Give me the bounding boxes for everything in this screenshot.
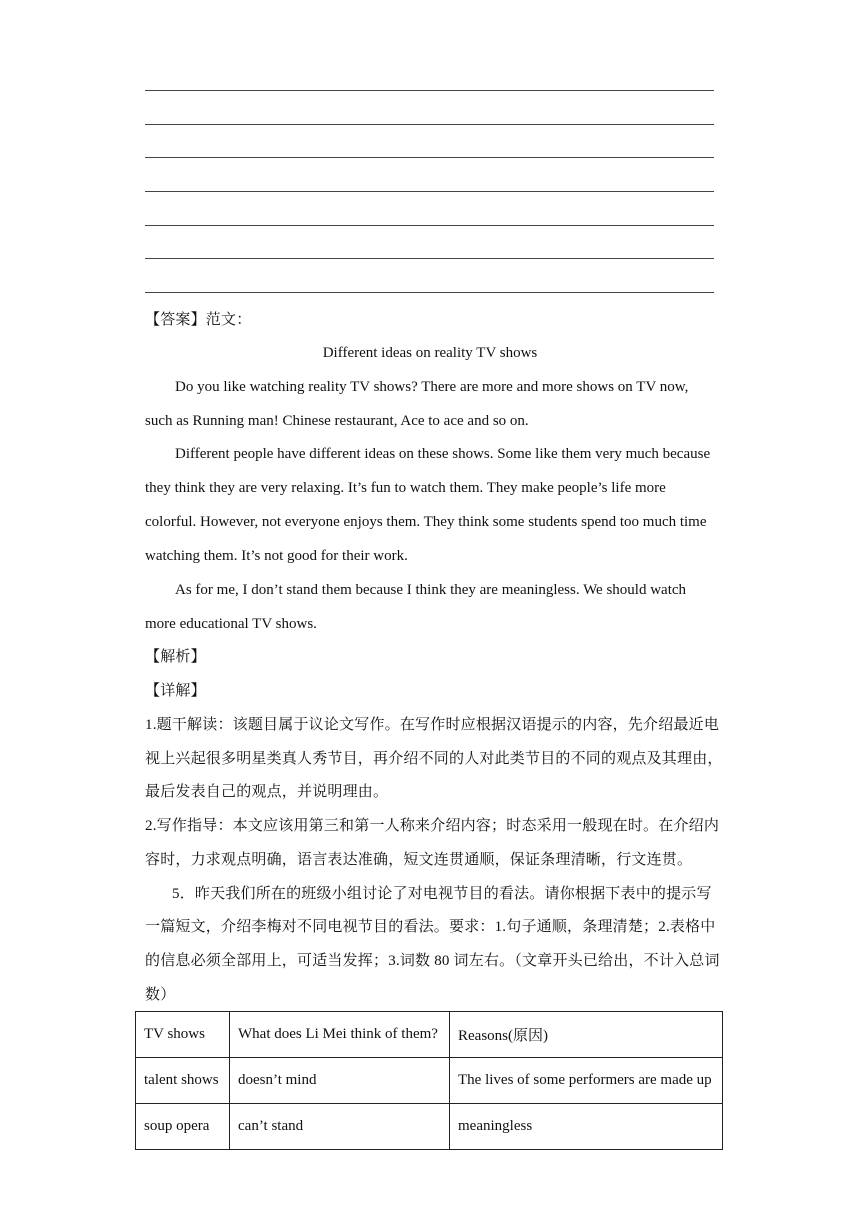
tv-shows-table — [135, 1011, 723, 1150]
detail-line: 2.写作指导：本文应该用第三和第一人称来介绍内容；时态采用一般现在时。在介绍内 — [145, 818, 720, 834]
table-cell: meaningless — [450, 1104, 723, 1150]
table-header-row — [136, 1012, 723, 1058]
detail-line: 视上兴起很多明星类真人秀节目，再介绍不同的人对此类节目的不同的观点及其理由， — [145, 751, 723, 767]
table-cell: The lives of some performers are made up — [450, 1058, 723, 1104]
writing-line — [145, 191, 714, 192]
essay-line: more educational TV shows. — [145, 616, 317, 632]
essay-line: they think they are very relaxing. It’s fun to watch them. They make people’s life more — [145, 480, 666, 496]
detail-line: 最后发表自己的观点，并说明理由。 — [145, 784, 389, 800]
writing-line — [145, 157, 714, 158]
table-row — [136, 1104, 723, 1150]
writing-line — [145, 292, 714, 293]
essay-line: colorful. However, not everyone enjoys them. They think some students spend too much time — [145, 514, 707, 530]
essay-title: Different ideas on reality TV shows — [322, 345, 538, 361]
table-header-cell: What does Li Mei think of them? — [230, 1012, 450, 1058]
analysis-label: 【解析】 — [145, 649, 206, 665]
table-row — [136, 1058, 723, 1104]
table-header-cell: TV shows — [136, 1012, 230, 1058]
essay-line: Do you like watching reality TV shows? There are more and more shows on TV now, — [175, 379, 689, 395]
detail-label: 【详解】 — [145, 683, 206, 699]
question-line: 一篇短文，介绍李梅对不同电视节目的看法。要求：1.句子通顺，条理清楚；2.表格中 — [145, 919, 716, 935]
answer-label: 【答案】范文： — [145, 312, 252, 328]
table-header-cell: Reasons(原因) — [450, 1012, 723, 1058]
table-cell: can’t stand — [230, 1104, 450, 1150]
table-cell: soup opera — [136, 1104, 230, 1150]
table-cell: doesn’t mind — [230, 1058, 450, 1104]
essay-line: watching them. It’s not good for their work. — [145, 548, 408, 564]
essay-line: such as Running man! Chinese restaurant, Ace to ace and so on. — [145, 413, 529, 429]
writing-line — [145, 124, 714, 125]
detail-line: 容时，力求观点明确，语言表达准确，短文连贯通顺，保证条理清晰，行文连贯。 — [145, 852, 693, 868]
table-cell: talent shows — [136, 1058, 230, 1104]
essay-line: As for me, I don’t stand them because I think they are meaningless. We should watch — [175, 582, 687, 598]
question-line: 的信息必须全部用上，可适当发挥；3.词数 80 词左右。（文章开头已给出，不计入总词 — [145, 953, 720, 969]
essay-line: Different people have different ideas on these shows. Some like them very much because — [175, 446, 711, 462]
writing-line — [145, 258, 714, 259]
writing-line — [145, 225, 714, 226]
detail-line: 1.题干解读：该题目属于议论文写作。在写作时应根据汉语提示的内容，先介绍最近电 — [145, 717, 720, 733]
question-line: 数） — [145, 987, 176, 1003]
question-line: 5．昨天我们所在的班级小组讨论了对电视节目的看法。请你根据下表中的提示写 — [172, 886, 712, 902]
writing-line — [145, 90, 714, 91]
